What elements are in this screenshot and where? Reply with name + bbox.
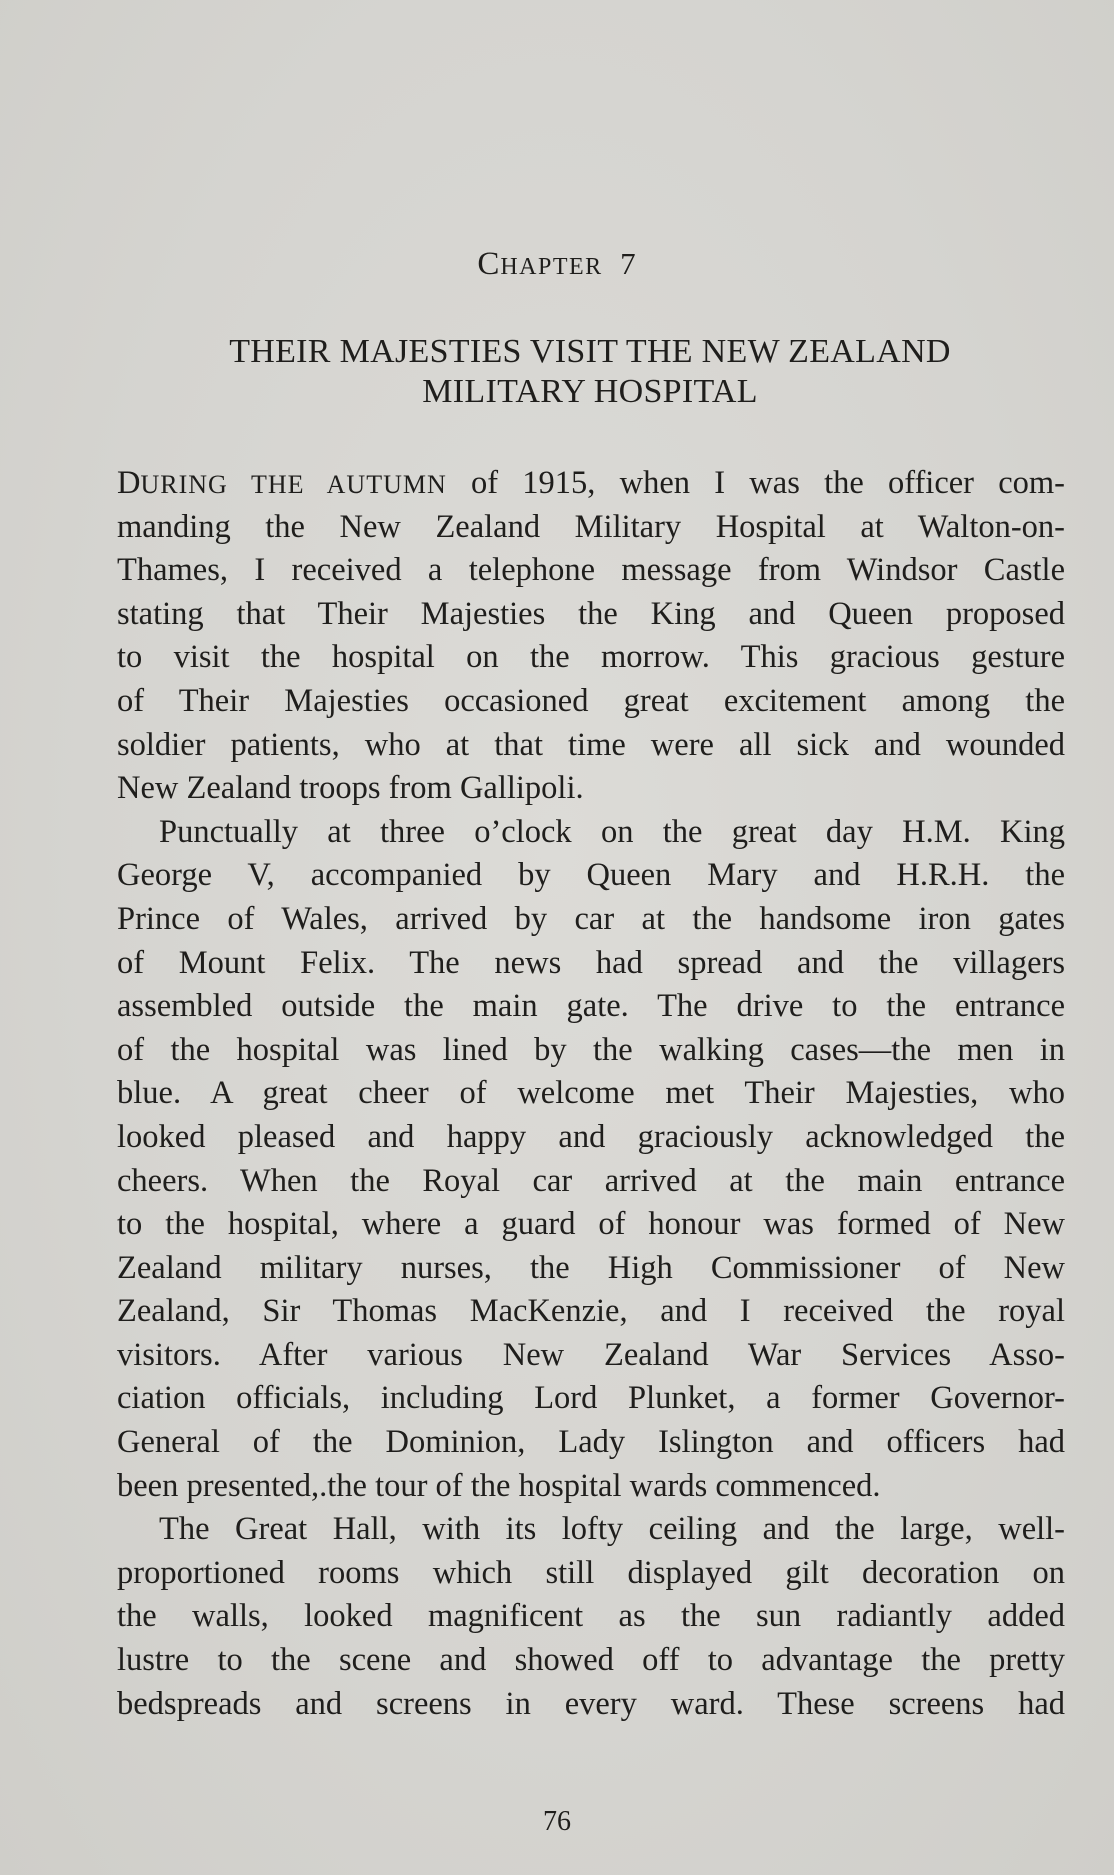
text-line: of Their Majesties occasioned great excitement among the — [117, 682, 1065, 719]
text-line: stating that Their Majesties the King and Queen proposed — [117, 595, 1065, 632]
text-line: General of the Dominion, Lady Islington and officers had — [117, 1424, 1065, 1461]
text-line: bedspreads and screens in every ward. These screens had — [117, 1685, 1065, 1722]
text-line: of Mount Felix. The news had spread and the villagers — [117, 944, 1065, 981]
text-line: to the hospital, where a guard of honour was formed of New — [117, 1206, 1065, 1243]
text-line: Zealand, Sir Thomas MacKenzie, and I received the royal — [117, 1293, 1065, 1330]
text-line: proportioned rooms which still displayed gilt decoration on — [117, 1554, 1065, 1591]
text-line: looked pleased and happy and graciously acknowledged the — [117, 1118, 1065, 1155]
chapter-number: 7 — [620, 246, 637, 281]
chapter-title-line: MILITARY HOSPITAL — [422, 373, 758, 410]
chapter-title — [110, 332, 1070, 412]
text-line — [117, 462, 1065, 506]
text-line: Zealand military nurses, the High Commissioner of New — [117, 1249, 1065, 1286]
text-line: been presented,.the tour of the hospital wards commenced. — [117, 1467, 881, 1504]
text-line: visitors. After various New Zealand War Services Asso- — [117, 1336, 1065, 1373]
text-line: soldier patients, who at that time were all sick and wounded — [117, 726, 1065, 763]
text-line: manding the New Zealand Military Hospital at Walton-on- — [117, 508, 1065, 545]
drop-initial: D — [117, 465, 141, 501]
chapter-label — [0, 246, 1114, 283]
text-line: George V, accompanied by Queen Mary and H.R.H. the — [117, 857, 1065, 894]
text-line: lustre to the scene and showed off to advantage the pretty — [117, 1642, 1065, 1679]
chapter-label-initial: C — [477, 246, 501, 282]
text-line: blue. A great cheer of welcome met Their Majesties, who — [117, 1075, 1065, 1112]
text-line: the walls, looked magnificent as the sun radiantly added — [117, 1598, 1065, 1635]
chapter-title-line: THEIR MAJESTIES VISIT THE NEW ZEALAND — [229, 333, 951, 370]
chapter-label-word: HAPTER — [500, 254, 603, 280]
body-text — [117, 462, 1065, 1726]
text-line-rest: of 1915, when I was the officer com- — [446, 465, 1066, 501]
opening-small-caps: URING THE AUTUMN — [140, 470, 447, 499]
text-line: assembled outside the main gate. The drive to the entrance — [117, 988, 1065, 1025]
text-line: to visit the hospital on the morrow. This gracious gesture — [117, 639, 1065, 676]
page-number: 76 — [543, 1806, 571, 1837]
text-line: ciation officials, including Lord Plunket, a former Governor- — [117, 1380, 1065, 1417]
text-line: of the hospital was lined by the walking cases—the men in — [117, 1031, 1065, 1068]
text-line: New Zealand troops from Gallipoli. — [117, 770, 584, 807]
text-line: The Great Hall, with its lofty ceiling and the large, well- — [159, 1511, 1065, 1548]
text-line: Thames, I received a telephone message from Windsor Castle — [117, 552, 1065, 589]
text-line: cheers. When the Royal car arrived at the main entrance — [117, 1162, 1065, 1199]
text-line: Prince of Wales, arrived by car at the handsome iron gates — [117, 900, 1065, 937]
text-line: Punctually at three o’clock on the great day H.M. King — [159, 813, 1065, 850]
